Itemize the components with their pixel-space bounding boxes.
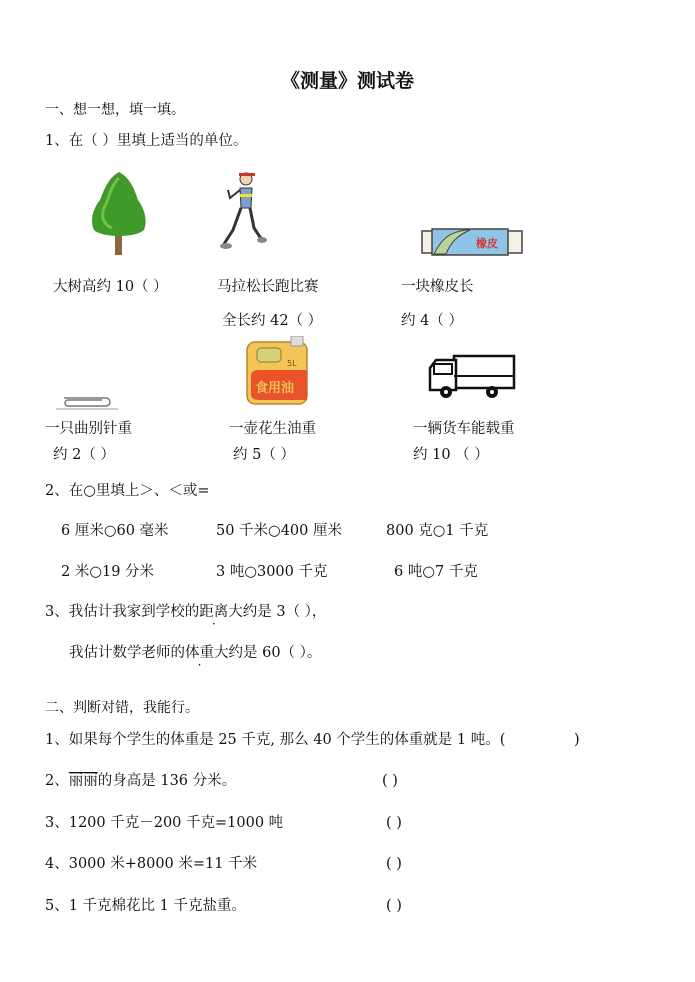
q3-line1-dotted: 距离	[199, 604, 229, 620]
svg-text:橡皮: 橡皮	[476, 237, 498, 250]
judge-item-4: 4、3000 米+8000 米=11 千米	[45, 856, 258, 872]
item-tree-label: 大树高约 10（ ）	[53, 279, 168, 295]
judge-bracket-2[interactable]: ( )	[382, 773, 398, 789]
q3-line1[interactable]	[45, 603, 326, 621]
item-paperclip-label: 一只曲别针重	[45, 421, 132, 437]
oil-can-icon	[245, 336, 311, 406]
compare-item[interactable]: 800 克○1 千克	[386, 523, 489, 539]
item-eraser-label: 一块橡皮长	[401, 279, 474, 295]
item-oil-label: 一壶花生油重	[229, 421, 316, 437]
item-eraser-answer[interactable]: 约 4（ ）	[401, 313, 463, 329]
q3-line2[interactable]	[69, 644, 321, 662]
judge-item-3: 3、1200 千克－200 千克=1000 吨	[45, 815, 284, 831]
compare-item[interactable]: 6 吨○7 千克	[394, 564, 478, 580]
compare-item[interactable]: 2 米○19 分米	[61, 564, 155, 580]
paperclip-icon	[56, 394, 118, 410]
judge-item-1: 1、如果每个学生的体重是 25 千克, 那么 40 个学生的体重就是 1 吨。(	[45, 732, 506, 748]
judge-bracket-1[interactable]: )	[574, 732, 580, 748]
svg-text:5L: 5L	[287, 359, 297, 368]
judge-bracket-3[interactable]: ( )	[386, 815, 402, 831]
page-title: 《测量》测试卷	[280, 70, 414, 92]
compare-item[interactable]: 50 千米○400 厘米	[216, 523, 342, 539]
item-runner-label: 马拉松长跑比赛	[217, 279, 319, 295]
item-paperclip-answer[interactable]: 约 2（ ）	[53, 447, 115, 463]
svg-text:食用油: 食用油	[255, 381, 295, 396]
judge-item-2: 2、丽丽的身高是 136 分米。	[45, 773, 237, 789]
judge-item-5: 5、1 千克棉花比 1 千克盐重。	[45, 898, 247, 914]
tree-icon	[88, 170, 150, 256]
eraser-icon	[420, 226, 524, 256]
runner-icon	[218, 170, 270, 256]
item-truck-answer[interactable]: 约 10 （ ）	[413, 447, 489, 463]
q3-line2-post: 大约是 60（ ）。	[214, 645, 322, 661]
compare-item[interactable]: 6 厘米○60 毫米	[61, 523, 169, 539]
q3-line1-pre: 3、我估计我家到学校的	[45, 604, 200, 620]
judge-bracket-4[interactable]: ( )	[386, 856, 402, 872]
item-runner-answer[interactable]: 全长约 42（ ）	[222, 313, 323, 329]
q2-prompt: 2、在○里填上＞、＜或=	[45, 483, 210, 499]
q1-prompt: 1、在（ ）里填上适当的单位。	[45, 133, 248, 149]
q3-line1-post: 大约是 3（ ），	[228, 604, 327, 620]
item-oil-answer[interactable]: 约 5（ ）	[233, 447, 295, 463]
section2-heading: 二、判断对错，我能行。	[45, 700, 199, 716]
judge-bracket-5[interactable]: ( )	[386, 898, 402, 914]
compare-item[interactable]: 3 吨○3000 千克	[216, 564, 328, 580]
q3-line2-pre: 我估计数学老师的	[69, 645, 185, 661]
q3-line2-dotted: 体重	[185, 645, 214, 661]
item-truck-label: 一辆货车能载重	[413, 421, 515, 437]
truck-icon	[426, 352, 516, 402]
name-liili: 丽丽	[68, 773, 98, 789]
section1-heading: 一、想一想，填一填。	[45, 102, 185, 118]
